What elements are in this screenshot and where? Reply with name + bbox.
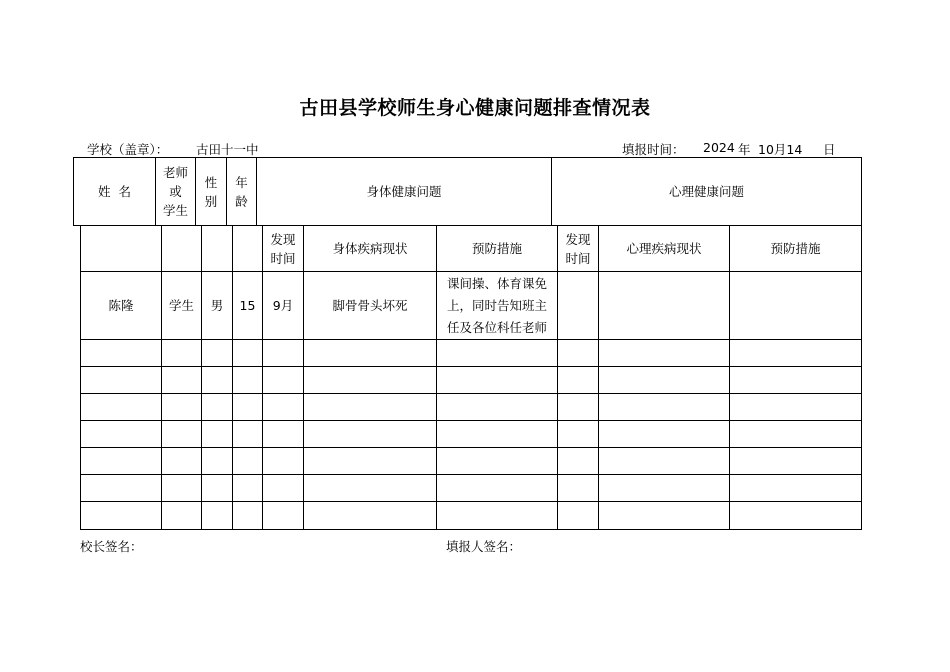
header-physical-group: 身体健康问题 — [366, 184, 442, 199]
date-label: 填报时间： — [622, 142, 685, 157]
header-role — [156, 158, 195, 225]
subheader-mental-found-time-line: 时间 — [565, 250, 591, 266]
subheader-mental-found-time-line: 发现 — [565, 231, 591, 247]
header-role-line: 或 — [169, 184, 182, 199]
header-gender-line: 性 — [204, 174, 218, 190]
date-month-day: 10月14 — [758, 142, 803, 157]
row-role: 学生 — [168, 298, 194, 313]
header-role-line: 老师 — [162, 165, 188, 180]
header-mental-group: 心理健康问题 — [668, 184, 744, 199]
date-year: 2024 — [703, 140, 735, 155]
grid-hline — [80, 447, 862, 448]
subheader-mental-prevention: 预防措施 — [770, 241, 821, 256]
header-role-line: 学生 — [162, 203, 188, 218]
grid-hline — [80, 420, 862, 421]
row-gender: 男 — [210, 298, 224, 313]
row-physical-status: 脚骨骨头坏死 — [332, 298, 408, 313]
row-prevention — [437, 272, 557, 339]
row-prevention-line: 上，同时告知班主 — [446, 297, 547, 313]
subheader-physical-status: 身体疾病现状 — [332, 241, 408, 256]
date-day-char: 日 — [823, 142, 836, 157]
header-age — [227, 158, 256, 225]
principal-signature-label: 校长签名： — [80, 539, 143, 554]
grid-hline — [80, 366, 862, 367]
row-prevention-line: 任及各位科任老师 — [446, 319, 547, 335]
row-name: 陈隆 — [108, 298, 134, 313]
subheader-found-time — [263, 226, 303, 271]
header-gender-line: 别 — [204, 193, 218, 209]
header-age-line: 龄 — [235, 193, 248, 209]
grid-hline — [80, 529, 862, 530]
grid-hline — [80, 474, 862, 475]
grid-hline — [80, 501, 862, 502]
subheader-mental-status: 心理疾病现状 — [626, 241, 702, 256]
subheader-found-time-line: 时间 — [270, 250, 296, 266]
grid-hline — [80, 393, 862, 394]
subheader-found-time-line: 发现 — [270, 231, 296, 247]
subheader-physical-prevention: 预防措施 — [471, 241, 522, 256]
school-name: 古田十一中 — [196, 142, 259, 157]
row-prevention-line: 课间操、体育课免 — [446, 275, 547, 291]
header-age-line: 年 — [235, 174, 248, 190]
row-age: 15 — [239, 298, 256, 313]
grid-hline — [80, 339, 862, 340]
page-title: 古田县学校师生身心健康问题排查情况表 — [299, 97, 651, 119]
date-year-char: 年 — [738, 142, 751, 157]
school-label: 学校（盖章）： — [87, 142, 169, 157]
header-vline — [861, 157, 862, 226]
header-gender — [196, 158, 226, 225]
subheader-mental-found-time — [558, 226, 598, 271]
header-name: 姓 名 — [98, 184, 131, 199]
filler-signature-label: 填报人签名： — [446, 539, 522, 554]
row-found-time: 9月 — [272, 298, 294, 313]
